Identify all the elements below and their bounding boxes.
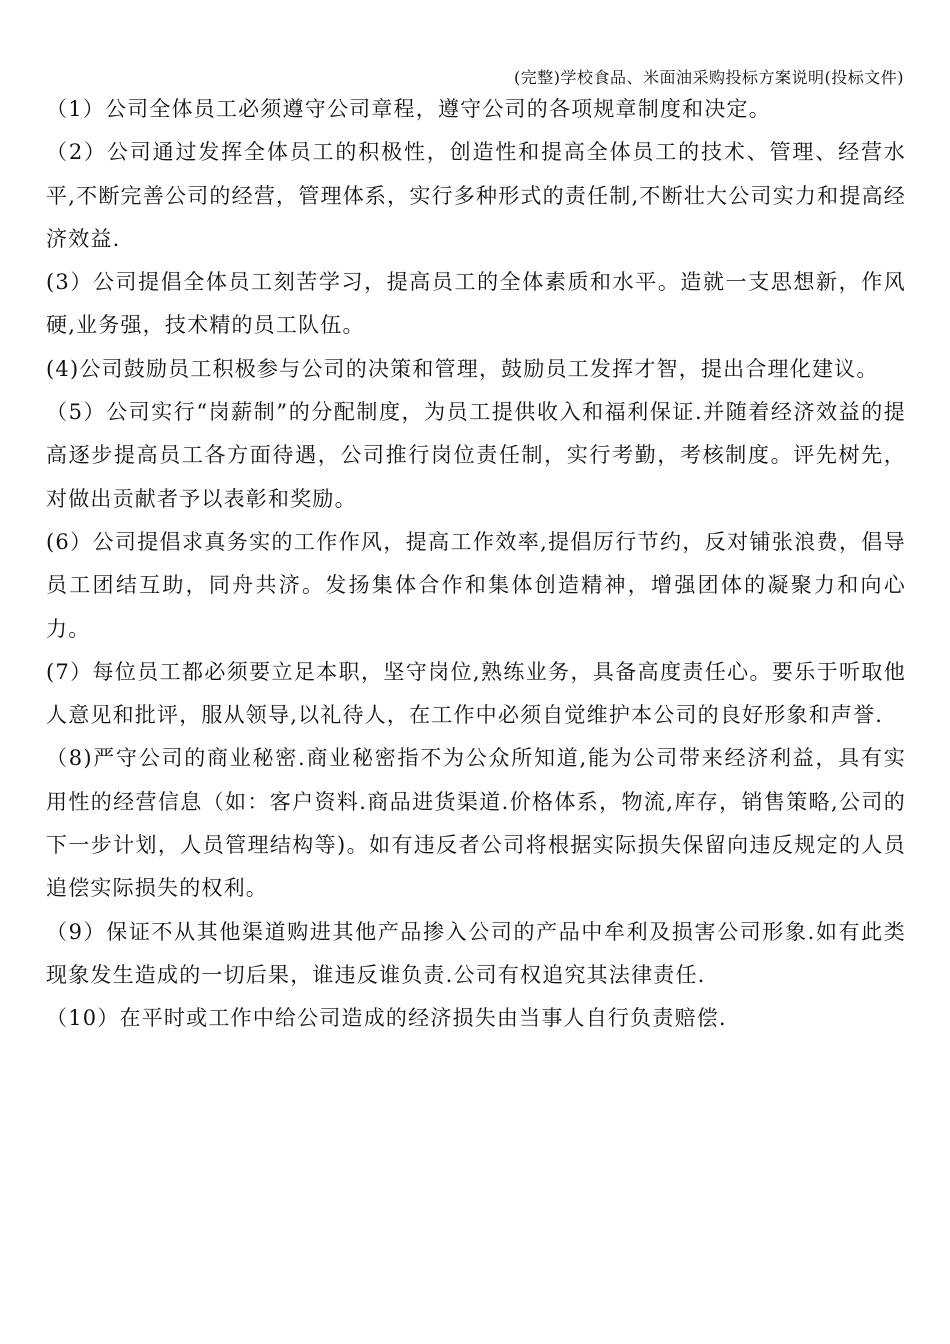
clause-paragraph-2: （2）公司通过发挥全体员工的积极性，创造性和提高全体员工的技术、管理、经营水平,不断完善公司的经营，管理体系，实行多种形式的责任制,不断壮大公司实力和提高经济效益. bbox=[46, 140, 906, 251]
clause-paragraph-8: （8)严守公司的商业秘密.商业秘密指不为公众所知道,能为公司带来经济利益，具有实用性的经营信息（如：客户资料.商品进货渠道.价格体系，物流,库存，销售策略,公司的下一步计划，人员管理结构等)。如有违反者公司将根据实际损失保留向违反规定的人员追偿实际损失的权利。 bbox=[46, 746, 906, 901]
clause-paragraph-3: (3）公司提倡全体员工刻苦学习，提高员工的全体素质和水平。造就一支思想新，作风硬,业务强，技术精的员工队伍。 bbox=[46, 270, 906, 338]
clause-paragraph-7: (7）每位员工都必须要立足本职，坚守岗位,熟练业务，具备高度责任心。要乐于听取他人意见和批评，服从领导,以礼待人，在工作中必须自觉维护本公司的良好形象和声誉. bbox=[46, 659, 906, 728]
clause-paragraph-4: (4)公司鼓励员工积极参与公司的决策和管理，鼓励员工发挥才智，提出合理化建议。 bbox=[46, 356, 879, 381]
clause-paragraph-5: （5）公司实行“岗薪制”的分配制度，为员工提供收入和福利保证.并随着经济效益的提高逐步提高员工各方面待遇，公司推行岗位责任制，实行考勤，考核制度。评先树先，对做出贡献者予以表彰和奖励。 bbox=[46, 400, 906, 511]
clause-paragraph-9: （9）保证不从其他渠道购进其他产品掺入公司的产品中牟利及损害公司形象.如有此类现象发生造成的一切后果，谁违反谁负责.公司有权追究其法律责任. bbox=[46, 919, 906, 987]
clause-paragraph-10: （10）在平时或工作中给公司造成的经济损失由当事人自行负责赔偿. bbox=[46, 1006, 727, 1031]
clause-paragraph-1: （1）公司全体员工必须遵守公司章程，遵守公司的各项规章制度和决定。 bbox=[46, 97, 771, 121]
clause-paragraph-6: (6）公司提倡求真务实的工作作风，提高工作效率,提倡厉行节约，反对铺张浪费，倡导员工团结互助，同舟共济。发扬集体合作和集体创造精神，增强团体的凝聚力和向心力。 bbox=[46, 529, 906, 641]
running-header: (完整)学校食品、米面油采购投标方案说明(投标文件) bbox=[514, 68, 904, 87]
document-body bbox=[46, 88, 906, 1041]
